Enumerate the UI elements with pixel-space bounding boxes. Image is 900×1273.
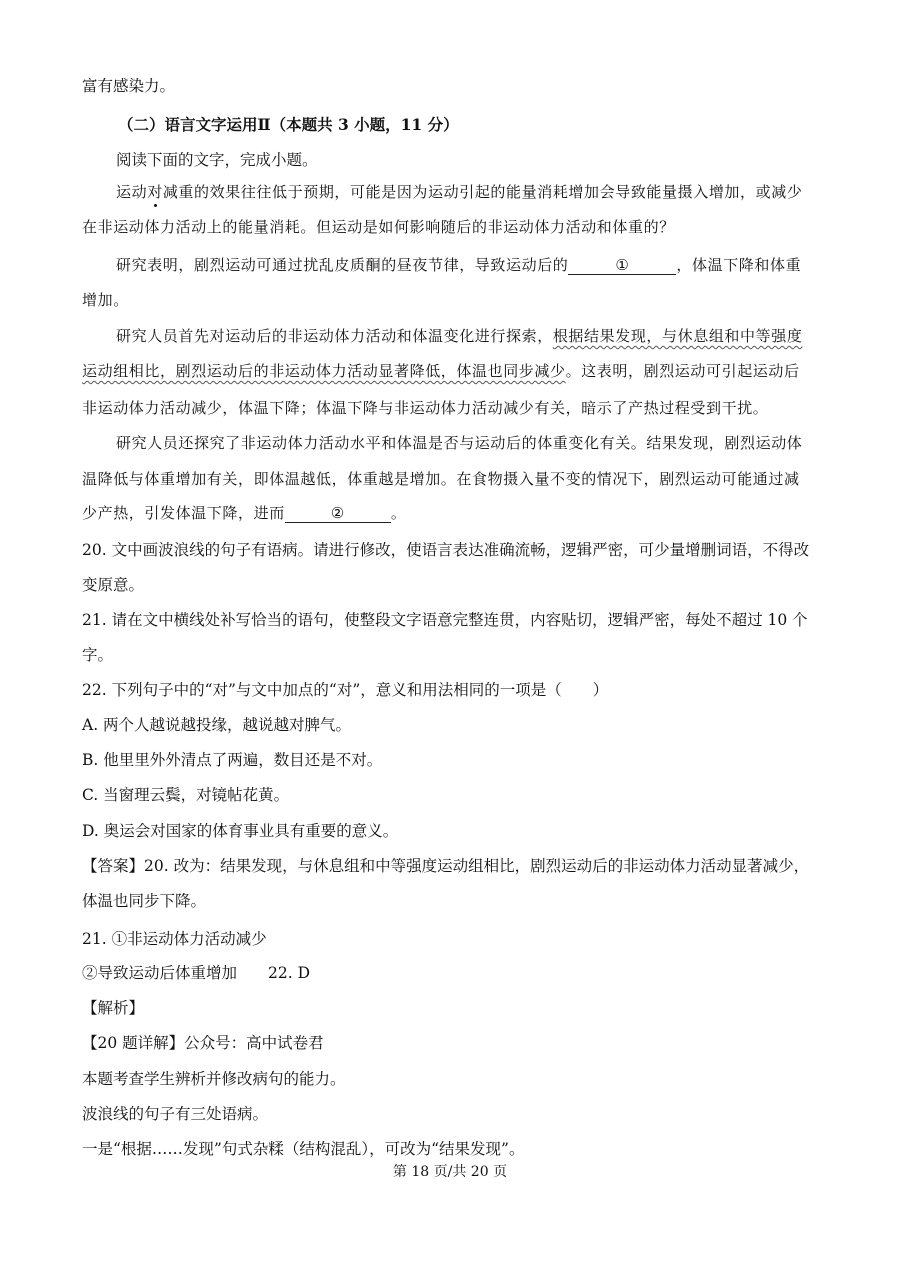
answer-line: 【答案】20. 改为：结果发现，与休息组和中等强度运动组相比，剧烈运动后的非运动体力活动显著减少， [82, 857, 810, 875]
question-20: 20. 文中画波浪线的句子有语病。请进行修改，使语言表达准确流畅，逻辑严密，可少量增删词语，不得改 [82, 541, 810, 559]
option-d: D. 奥运会对国家的体育事业具有重要的意义。 [82, 822, 399, 840]
passage-line: 在非运动体力活动上的能量消耗。但运动是如何影响随后的非运动体力活动和体重的？ [82, 218, 675, 236]
blank-1: ① [568, 256, 676, 275]
reading-instruction: 阅读下面的文字，完成小题。 [116, 151, 318, 169]
answer-line: 体温也同步下降。 [82, 892, 207, 910]
passage-text: 。这表明，剧烈运动可引起运动后 [565, 362, 800, 380]
wavy-sentence: 运动组相比，剧烈运动后的非运动体力活动显著降低，体温也同步减少 [82, 362, 566, 380]
analysis-line: 一是“根据……发现”句式杂糅（结构混乱），可改为“结果发现”。 [82, 1140, 525, 1158]
dotted-char: 对 [147, 183, 163, 201]
blank-2: ② [285, 504, 391, 523]
question-20-cont: 变原意。 [82, 576, 145, 594]
passage-line: 增加。 [82, 291, 129, 309]
passage-line [116, 182, 802, 202]
passage-line: 研究人员还探究了非运动体力活动水平和体温是否与运动后的体重变化有关。结果发现，剧烈运动体 [116, 434, 803, 452]
answer-line: ②导致运动后体重增加 22. D [82, 964, 311, 982]
analysis-line: 波浪线的句子有三处语病。 [82, 1105, 269, 1123]
passage-text: 。 [390, 504, 407, 522]
passage-text: 研究人员首先对运动后的非运动体力活动和体温变化进行探索， [116, 327, 553, 345]
question-22: 22. 下列句子中的“对”与文中加点的“对”，意义和用法相同的一项是（ ） [82, 681, 609, 699]
passage-line: 非运动体力活动减少，体温下降；体温下降与非运动体力活动减少有关，暗示了产热过程受到干扰。 [82, 399, 769, 417]
section-title: （二）语言文字运用Ⅱ（本题共 3 小题，11 分） [118, 115, 459, 134]
option-c: C. 当窗理云鬓，对镜帖花黄。 [82, 786, 290, 804]
option-b: B. 他里里外外清点了两遍，数目还是不对。 [82, 751, 383, 769]
analysis-line: 本题考查学生辨析并修改病句的能力。 [82, 1070, 346, 1088]
continued-text: 富有感染力。 [82, 77, 176, 95]
passage-text: 少产热，引发体温下降，进而 [82, 504, 285, 522]
passage-text: 研究表明，剧烈运动可通过扰乱皮质酮的昼夜节律，导致运动后的 [116, 256, 569, 274]
wavy-sentence: 根据结果发现，与休息组和中等强度 [552, 327, 803, 345]
passage-line [82, 503, 406, 523]
answer-line: 21. ①非运动体力活动减少 [82, 930, 267, 948]
option-a: A. 两个人越说越投缘，越说越对脾气。 [82, 716, 352, 734]
analysis-heading: 【解析】 [82, 999, 145, 1017]
question-21-cont: 字。 [82, 646, 114, 664]
analysis-detail-heading: 【20 题详解】公众号：高中试卷君 [82, 1034, 324, 1052]
page-footer: 第 18 页/共 20 页 [392, 1164, 508, 1180]
passage-text: 运动 [116, 183, 148, 201]
passage-line [82, 361, 800, 381]
question-21: 21. 请在文中横线处补写恰当的语句，使整段文字语意完整连贯，内容贴切，逻辑严密，每处不超过 10 个 [82, 611, 808, 629]
passage-line [116, 326, 802, 346]
passage-text: 减重的效果往往低于预期，可能是因为运动引起的能量消耗增加会导致能量摄入增加，或减少 [162, 183, 803, 201]
passage-text: ，体温下降和体重 [676, 256, 802, 274]
passage-line [116, 255, 801, 275]
passage-line: 温降低与体重增加有关，即体温越低，体重越是增加。在食物摄入量不变的情况下，剧烈运动可能通过减 [82, 470, 800, 488]
